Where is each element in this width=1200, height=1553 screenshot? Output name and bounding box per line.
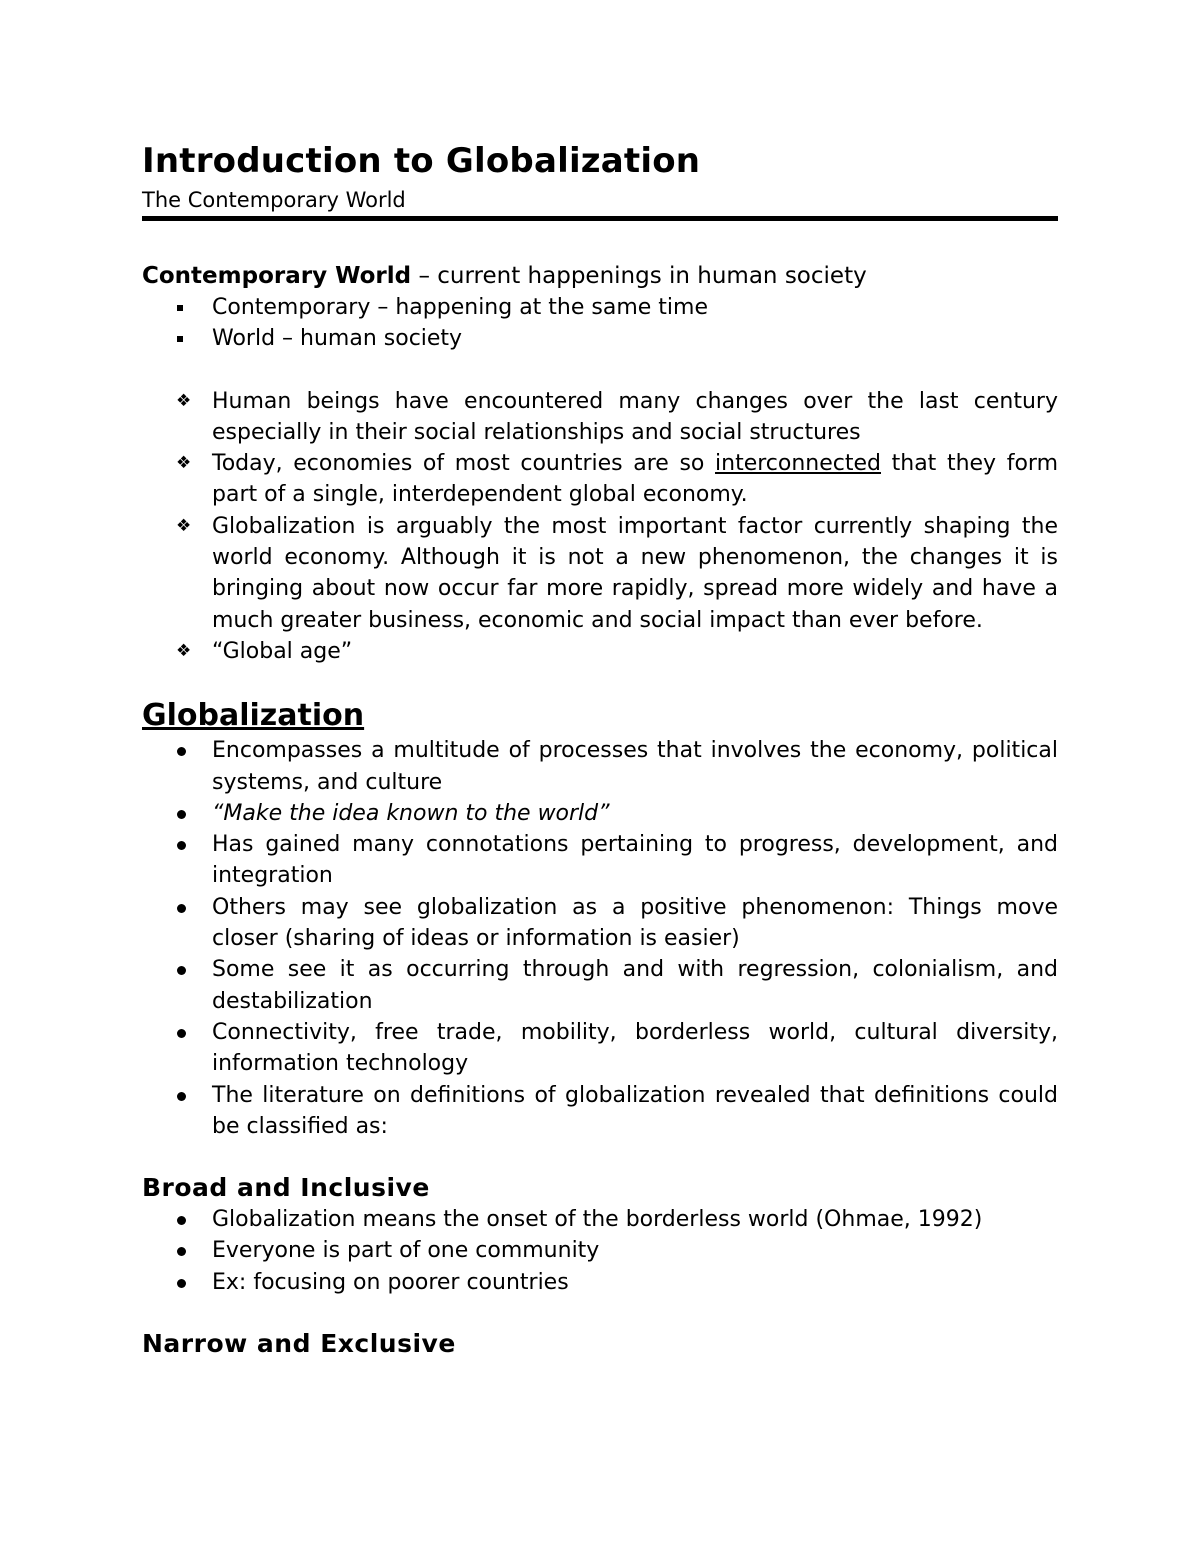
list-item (142, 386, 1058, 449)
list-item (142, 636, 1058, 667)
contemporary-world-definition (142, 261, 1058, 292)
list-item-text: World – human society (212, 326, 463, 352)
list-item (142, 292, 1058, 323)
diamond-bullet-icon: ❖ (176, 515, 192, 536)
list-item-text: Encompasses a multitude of processes that involves the economy, political systems, and culture (212, 738, 1058, 795)
list-item-text-part: Today, economies of most countries are so (212, 451, 716, 477)
list-item-text: “Make the idea known to the world” (212, 800, 610, 826)
contemporary-square-list (142, 292, 1058, 355)
list-item (142, 323, 1058, 354)
underlined-word: interconnected (715, 451, 881, 477)
document-subtitle: The Contemporary World (142, 186, 1058, 221)
list-item-text (212, 451, 1058, 507)
list-item-text: Human beings have encountered many changes over the last century especially in their social relationships and social structures (212, 388, 1058, 445)
contemporary-world-definition-text: – current happenings in human society (411, 263, 867, 289)
list-item-text: Ex: focusing on poorer countries (212, 1269, 569, 1295)
list-item-text: Connectivity, free trade, mobility, borderless world, cultural diversity, information technology (212, 1019, 1058, 1077)
document-page (142, 140, 1058, 1360)
list-item (142, 735, 1058, 798)
list-item-text: Globalization means the onset of the borderless world (Ohmae, 1992) (212, 1207, 983, 1233)
list-item-text: Globalization is arguably the most important factor currently shaping the world economy. Although it is not a new phenomenon, the changes it is bringing about now occur far more rapidly, spread more widely and have a much greater business, economic and social impact than ever before. (212, 513, 1058, 633)
globalization-list (142, 735, 1058, 1142)
list-item-text: Contemporary – happening at the same time (212, 295, 709, 320)
list-item-text-part: that they form part of a single, interdependent global economy. (212, 451, 1059, 508)
list-item-text: Some see it as occurring through and with regression, colonialism, and destabilization (212, 957, 1058, 1014)
list-item (142, 1017, 1058, 1080)
list-item (142, 511, 1058, 636)
list-item (142, 954, 1058, 1017)
list-item-text: Has gained many connotations pertaining to progress, development, and integration (212, 832, 1058, 889)
broad-inclusive-heading: Broad and Inclusive (142, 1173, 430, 1203)
globalization-heading: Globalization (142, 698, 365, 734)
list-item (142, 1235, 1058, 1266)
list-item-text: The literature on definitions of globalization revealed that definitions could be classified as: (212, 1082, 1058, 1139)
diamond-bullet-icon: ❖ (176, 640, 192, 661)
list-item-text: “Global age” (212, 638, 353, 664)
contemporary-world-term: Contemporary World (142, 263, 412, 289)
list-item-text: Others may see globalization as a positive phenomenon: Things move closer (sharing of ideas or information is easier) (212, 894, 1058, 952)
diamond-bullet-icon: ❖ (176, 453, 192, 474)
narrow-exclusive-heading: Narrow and Exclusive (142, 1329, 456, 1359)
document-title: Introduction to Globalization (142, 141, 701, 181)
list-item (142, 1204, 1058, 1235)
list-item (142, 892, 1058, 955)
broad-inclusive-list (142, 1204, 1058, 1298)
diamond-bullet-icon: ❖ (176, 390, 192, 411)
list-item-text: Everyone is part of one community (212, 1238, 600, 1264)
contemporary-diamond-list (142, 386, 1058, 668)
list-item (142, 798, 1058, 829)
list-item (142, 829, 1058, 892)
list-item (142, 1267, 1058, 1298)
spacer (142, 355, 1058, 386)
list-item (142, 1080, 1058, 1143)
list-item (142, 448, 1058, 511)
